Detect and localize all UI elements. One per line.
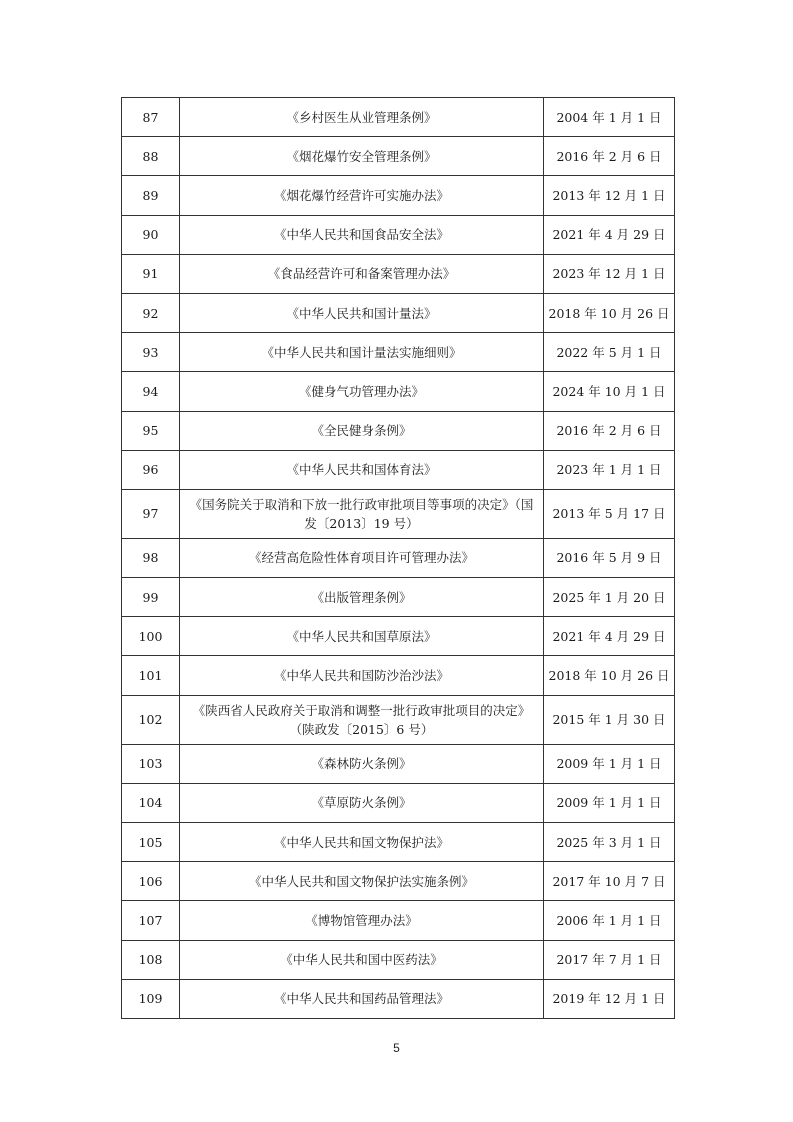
effective-date: 2025 年 3 月 1 日: [544, 823, 675, 862]
table-row: [122, 940, 675, 979]
row-number: 94: [122, 372, 180, 411]
table-row: [122, 98, 675, 137]
table-row: [122, 538, 675, 577]
effective-date: 2018 年 10 月 26 日: [544, 656, 675, 695]
row-number: 89: [122, 176, 180, 215]
row-number: 91: [122, 254, 180, 293]
regulation-name: 《中华人民共和国防沙治沙法》: [180, 656, 544, 695]
table-row: [122, 489, 675, 538]
row-number: 103: [122, 744, 180, 783]
regulation-name: 《森林防火条例》: [180, 744, 544, 783]
effective-date: 2025 年 1 月 20 日: [544, 578, 675, 617]
effective-date: 2019 年 12 月 1 日: [544, 979, 675, 1018]
row-number: 105: [122, 823, 180, 862]
effective-date: 2021 年 4 月 29 日: [544, 215, 675, 254]
table-row: [122, 656, 675, 695]
table-row: [122, 744, 675, 783]
regulation-name: 《全民健身条例》: [180, 411, 544, 450]
effective-date: 2016 年 5 月 9 日: [544, 538, 675, 577]
effective-date: 2021 年 4 月 29 日: [544, 617, 675, 656]
regulation-name: 《食品经营许可和备案管理办法》: [180, 254, 544, 293]
row-number: 98: [122, 538, 180, 577]
row-number: 90: [122, 215, 180, 254]
regulation-name: 《陕西省人民政府关于取消和调整一批行政审批项目的决定》（陕政发〔2015〕6 号）: [180, 695, 544, 744]
effective-date: 2015 年 1 月 30 日: [544, 695, 675, 744]
table-row: [122, 450, 675, 489]
table-row: [122, 293, 675, 332]
effective-date: 2009 年 1 月 1 日: [544, 744, 675, 783]
regulation-name: 《出版管理条例》: [180, 578, 544, 617]
regulation-name: 《健身气功管理办法》: [180, 372, 544, 411]
row-number: 92: [122, 293, 180, 332]
regulation-name: 《中华人民共和国药品管理法》: [180, 979, 544, 1018]
row-number: 101: [122, 656, 180, 695]
effective-date: 2018 年 10 月 26 日: [544, 293, 675, 332]
effective-date: 2016 年 2 月 6 日: [544, 411, 675, 450]
effective-date: 2013 年 5 月 17 日: [544, 489, 675, 538]
row-number: 108: [122, 940, 180, 979]
effective-date: 2006 年 1 月 1 日: [544, 901, 675, 940]
table-row: [122, 215, 675, 254]
table-row: [122, 578, 675, 617]
table-row: [122, 372, 675, 411]
regulation-name: 《博物馆管理办法》: [180, 901, 544, 940]
table-row: [122, 783, 675, 822]
regulation-name: 《中华人民共和国文物保护法》: [180, 823, 544, 862]
effective-date: 2004 年 1 月 1 日: [544, 98, 675, 137]
regulation-name: 《草原防火条例》: [180, 783, 544, 822]
regulation-name: 《中华人民共和国计量法实施细则》: [180, 333, 544, 372]
effective-date: 2013 年 12 月 1 日: [544, 176, 675, 215]
effective-date: 2024 年 10 月 1 日: [544, 372, 675, 411]
regulation-name: 《经营高危险性体育项目许可管理办法》: [180, 538, 544, 577]
row-number: 93: [122, 333, 180, 372]
table-row: [122, 333, 675, 372]
row-number: 109: [122, 979, 180, 1018]
table-row: [122, 823, 675, 862]
regulation-name: 《烟花爆竹安全管理条例》: [180, 137, 544, 176]
row-number: 102: [122, 695, 180, 744]
row-number: 104: [122, 783, 180, 822]
regulation-name: 《烟花爆竹经营许可实施办法》: [180, 176, 544, 215]
row-number: 99: [122, 578, 180, 617]
effective-date: 2016 年 2 月 6 日: [544, 137, 675, 176]
row-number: 88: [122, 137, 180, 176]
row-number: 100: [122, 617, 180, 656]
row-number: 96: [122, 450, 180, 489]
effective-date: 2009 年 1 月 1 日: [544, 783, 675, 822]
regulation-name: 《中华人民共和国计量法》: [180, 293, 544, 332]
page-number: 5: [393, 1041, 400, 1055]
table-row: [122, 176, 675, 215]
effective-date: 2023 年 12 月 1 日: [544, 254, 675, 293]
regulation-name: 《国务院关于取消和下放一批行政审批项目等事项的决定》（国发〔2013〕19 号）: [180, 489, 544, 538]
table-row: [122, 137, 675, 176]
effective-date: 2023 年 1 月 1 日: [544, 450, 675, 489]
regulation-name: 《中华人民共和国中医药法》: [180, 940, 544, 979]
table-row: [122, 695, 675, 744]
effective-date: 2017 年 10 月 7 日: [544, 862, 675, 901]
table-row: [122, 411, 675, 450]
effective-date: 2017 年 7 月 1 日: [544, 940, 675, 979]
regulation-name: 《中华人民共和国体育法》: [180, 450, 544, 489]
row-number: 87: [122, 98, 180, 137]
table-row: [122, 254, 675, 293]
effective-date: 2022 年 5 月 1 日: [544, 333, 675, 372]
table-row: [122, 862, 675, 901]
table-row: [122, 979, 675, 1018]
regulation-name: 《中华人民共和国食品安全法》: [180, 215, 544, 254]
table-row: [122, 617, 675, 656]
row-number: 106: [122, 862, 180, 901]
table-row: [122, 901, 675, 940]
regulation-name: 《中华人民共和国草原法》: [180, 617, 544, 656]
row-number: 107: [122, 901, 180, 940]
row-number: 95: [122, 411, 180, 450]
row-number: 97: [122, 489, 180, 538]
regulations-table: [121, 97, 675, 1019]
regulation-name: 《中华人民共和国文物保护法实施条例》: [180, 862, 544, 901]
regulation-name: 《乡村医生从业管理条例》: [180, 98, 544, 137]
